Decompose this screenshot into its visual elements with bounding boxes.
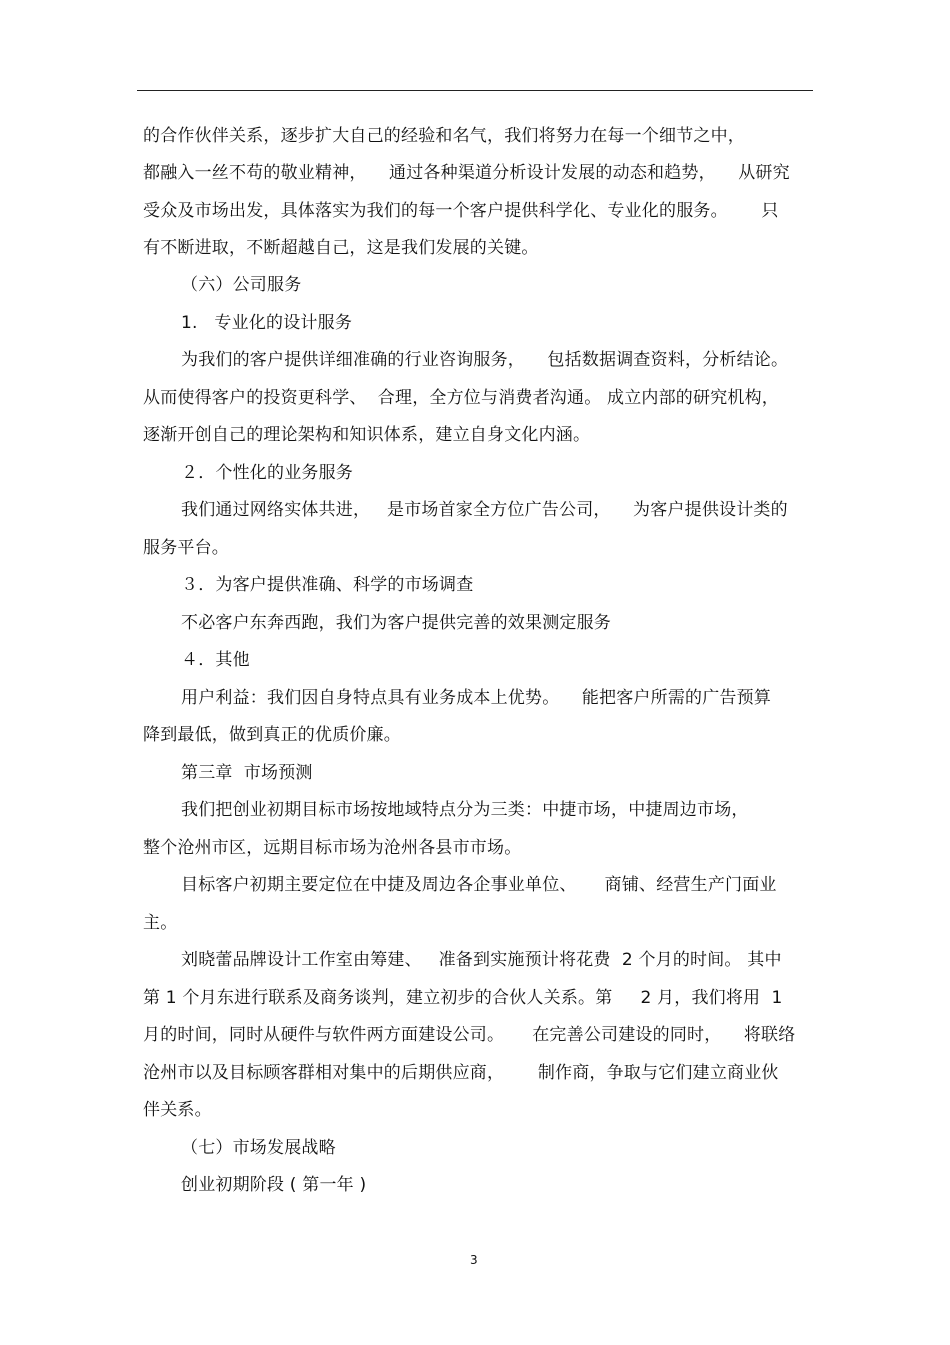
text-line: 主。 xyxy=(143,913,178,933)
page-number: 3 xyxy=(470,1253,478,1267)
subsection-heading: ４．其他 xyxy=(181,650,250,670)
text-line: 伴关系。 xyxy=(143,1100,212,1120)
text-line: 用户利益：我们因自身特点具有业务成本上优势。 能把客户所需的广告预算 xyxy=(181,688,772,708)
chapter-heading: 第三章 市场预测 xyxy=(181,763,313,783)
text-line: 从而使得客户的投资更科学、 合理，全方位与消费者沟通。 成立内部的研究机构， xyxy=(143,388,780,408)
section-heading: （六）公司服务 xyxy=(181,275,302,295)
text-line: 为我们的客户提供详细准确的行业咨询服务， 包括数据调查资料，分析结论。 xyxy=(181,350,789,370)
text-line: 的合作伙伴关系，逐步扩大自己的经验和名气，我们将努力在每一个细节之中， xyxy=(143,126,745,146)
section-heading: （七）市场发展战略 xyxy=(181,1138,336,1158)
text-line: 月的时间，同时从硬件与软件两方面建设公司。 在完善公司建设的同时， 将联络 xyxy=(143,1025,796,1045)
text-line: 都融入一丝不苟的敬业精神， 通过各种渠道分析设计发展的动态和趋势， 从研究 xyxy=(143,163,790,183)
text-line: 我们通过网络实体共进， 是市场首家全方位广告公司， 为客户提供设计类的 xyxy=(181,500,788,520)
text-line: 降到最低，做到真正的优质价廉。 xyxy=(143,725,401,745)
text-line: 有不断进取，不断超越自己，这是我们发展的关键。 xyxy=(143,238,539,258)
header-rule xyxy=(137,90,813,91)
text-line: 逐渐开创自己的理论架构和知识体系，建立自身文化内涵。 xyxy=(143,425,591,445)
text-line: 目标客户初期主要定位在中捷及周边各企事业单位、 商铺、经营生产门面业 xyxy=(181,875,777,895)
text-line: 我们把创业初期目标市场按地域特点分为三类：中捷市场，中捷周边市场， xyxy=(181,800,749,820)
subsection-heading: ２．个性化的业务服务 xyxy=(181,463,353,483)
text-line: 第 1 个月东进行联系及商务谈判，建立初步的合伙人关系。第 2 月，我们将用 1 xyxy=(143,988,783,1008)
text-line: 服务平台。 xyxy=(143,538,229,558)
text-line: 沧州市以及目标顾客群相对集中的后期供应商， 制作商，争取与它们建立商业伙 xyxy=(143,1063,779,1083)
text-line: 创业初期阶段 ( 第一年 ) xyxy=(181,1175,367,1195)
subsection-heading: 1. 专业化的设计服务 xyxy=(181,313,353,333)
subsection-heading: ３．为客户提供准确、科学的市场调查 xyxy=(181,575,474,595)
text-line: 受众及市场出发，具体落实为我们的每一个客户提供科学化、专业化的服务。 只 xyxy=(143,201,779,221)
text-line: 不必客户东奔西跑，我们为客户提供完善的效果测定服务 xyxy=(181,613,611,633)
text-line: 刘晓蕾品牌设计工作室由筹建、 准备到实施预计将花费 2 个月的时间。 其中 xyxy=(181,950,782,970)
text-line: 整个沧州市区，远期目标市场为沧州各县市市场。 xyxy=(143,838,522,858)
